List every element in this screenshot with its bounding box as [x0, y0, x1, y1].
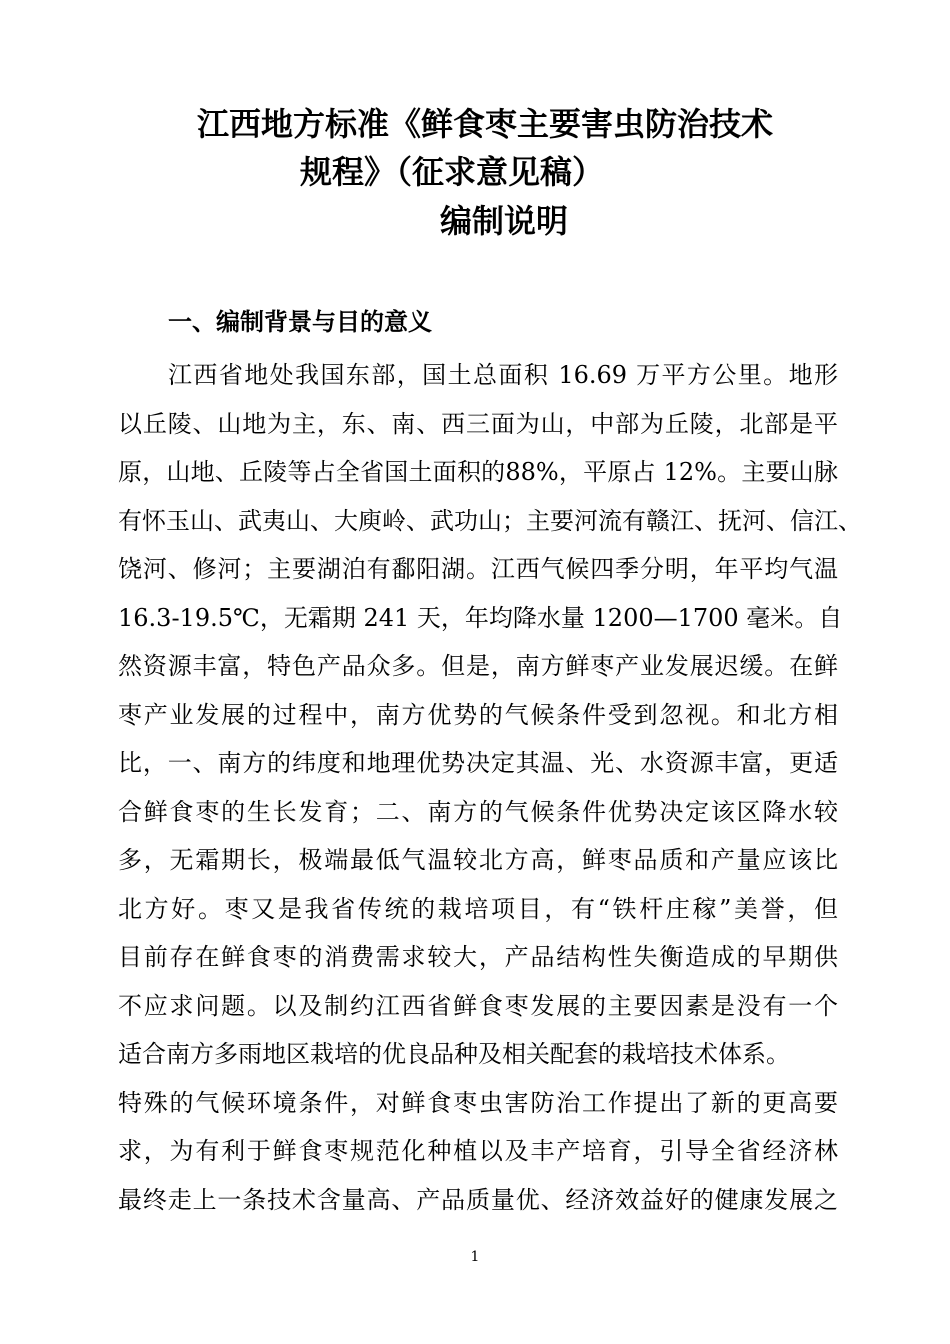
paragraph-line: 合鲜食枣的生长发育；二、南方的气候条件优势决定该区降水较 [118, 797, 838, 826]
paragraph-line: 最终走上一条技术含量高、产品质量优、经济效益好的健康发展之 [118, 1185, 838, 1214]
paragraph-line: 目前存在鲜食枣的消费需求较大，产品结构性失衡造成的早期供 [118, 943, 838, 971]
section-heading: 一、编制背景与目的意义 [168, 308, 432, 336]
paragraph-line: 适合南方多雨地区栽培的优良品种及相关配套的栽培技术体系。 [118, 1040, 790, 1068]
paragraph-line: 以丘陵、山地为主，东、南、西三面为山，中部为丘陵，北部是平 [118, 409, 838, 438]
paragraph-line: 枣产业发展的过程中，南方优势的气候条件受到忽视。和北方相 [118, 700, 838, 729]
document-title-line-2: 规程》（征求意见稿） [300, 153, 605, 191]
paragraph-line: 原，山地、丘陵等占全省国土面积的88%，平原占 12%。主要山脉 [118, 458, 838, 486]
paragraph-line: 北方好。枣又是我省传统的栽培项目，有“铁杆庄稼”美誉，但 [118, 894, 838, 923]
paragraph-line: 多，无霜期长，极端最低气温较北方高，鲜枣品质和产量应该比 [118, 846, 838, 874]
document-subtitle: 编制说明 [440, 202, 569, 240]
paragraph-line: 比，一、南方的纬度和地理优势决定其温、光、水资源丰富，更适 [118, 749, 838, 777]
paragraph-line: 求，为有利于鲜食枣规范化种植以及丰产培育，引导全省经济林 [118, 1137, 838, 1165]
paragraph-line: 饶河、修河；主要湖泊有鄱阳湖。江西气候四季分明，年平均气温 [118, 555, 838, 583]
document-title-line-1: 江西地方标准《鲜食枣主要害虫防治技术 [197, 105, 774, 143]
paragraph-line: 然资源丰富，特色产品众多。但是，南方鲜枣产业发展迟缓。在鲜 [118, 652, 838, 680]
paragraph-line: 特殊的气候环境条件，对鲜食枣虫害防治工作提出了新的更高要 [118, 1088, 838, 1117]
paragraph-line: 不应求问题。以及制约江西省鲜食枣发展的主要因素是没有一个 [118, 991, 838, 1020]
paragraph-line: 有怀玉山、武夷山、大庾岭、武功山；主要河流有赣江、抚河、信江、 [118, 506, 862, 535]
paragraph-line: 16.3-19.5℃，无霜期 241 天，年均降水量 1200—1700 毫米。自 [118, 603, 843, 632]
body-paragraph [118, 351, 862, 1224]
page-number: 1 [470, 1249, 480, 1265]
paragraph-line: 江西省地处我国东部，国土总面积 16.69 万平方公里。地形 [168, 361, 838, 389]
